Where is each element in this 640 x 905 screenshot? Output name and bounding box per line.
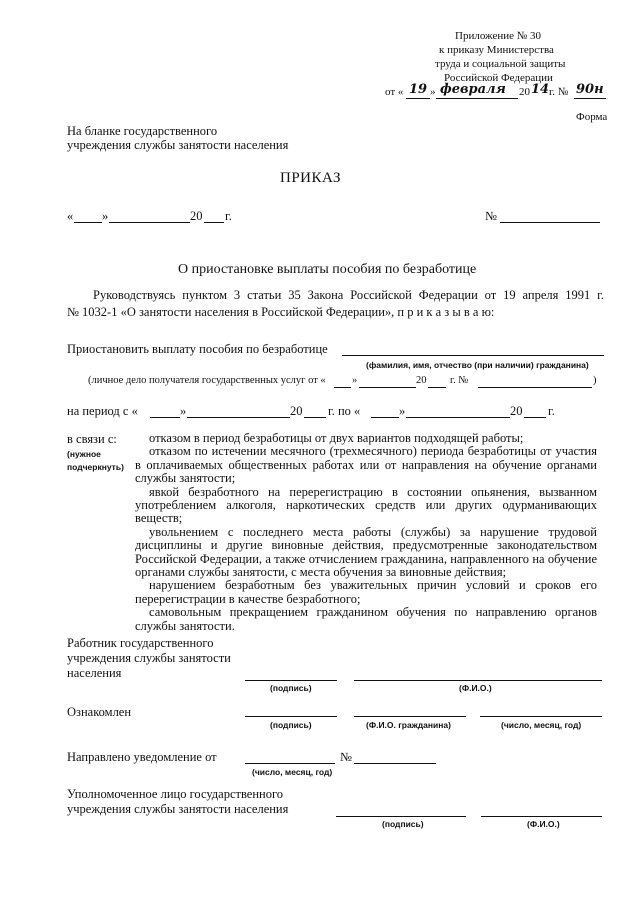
order-year-line[interactable] (204, 222, 224, 223)
appendix-date-quote: » (430, 86, 436, 98)
appendix-month-line (436, 98, 518, 99)
period-start-day-line[interactable] (150, 417, 180, 418)
personal-file-year-line[interactable] (428, 387, 446, 388)
period-year-2: 20 (510, 404, 523, 418)
personal-file-quote: » (352, 375, 358, 386)
period-suffix: г. (548, 404, 555, 418)
personal-file-month-line[interactable] (359, 387, 416, 388)
notice-label: Направлено уведомление от (67, 750, 217, 764)
reason-item[interactable]: самовольным прекращением гражданином обучения по направлению органов службы занятости. (135, 605, 597, 633)
period-year-1: 20 (290, 404, 303, 418)
order-year-prefix: 20 (190, 209, 203, 223)
authorized-sign-line[interactable] (336, 816, 466, 817)
personal-file-day-line[interactable] (334, 387, 351, 388)
appendix-number-label: г. № (549, 86, 569, 98)
reason-item[interactable]: отказом по истечении месячного (трехмесячного) периода безработицы от участия в оплачиваемых общественных работах или от направления на обучение органами службы занятости; (135, 444, 597, 486)
worker-line-3: населения (67, 666, 122, 680)
order-date-open-quote: « (67, 209, 74, 223)
authorized-line-2: учреждения службы занятости населения (67, 802, 289, 816)
reason-item[interactable]: отказом в период безработицы от двух вариантов подходящей работы; (149, 431, 524, 445)
period-end-year-line[interactable] (524, 417, 546, 418)
reasons-label: в связи с: (67, 432, 117, 446)
period-end-month-line[interactable] (406, 417, 510, 418)
preamble-line-2: № 1032-1 «О занятости населения в Российской Федерации», п р и к а з ы в а ю: (67, 305, 495, 319)
authorized-fio-line[interactable] (481, 816, 602, 817)
acquainted-date-line[interactable] (480, 716, 602, 717)
page-title: ПРИКАЗ (280, 170, 341, 186)
worker-sign-line[interactable] (245, 680, 337, 681)
reason-item[interactable]: нарушением безработным без уважительных причин условий и сроков его перерегистрации в качестве безработного; (135, 578, 597, 606)
order-month-line[interactable] (109, 222, 190, 223)
personal-file-prefix: (личное дело получателя государственных услуг от « (88, 375, 326, 386)
blank-line-1: На бланке государственного (67, 124, 218, 138)
appendix-line-1: Приложение № 30 (455, 30, 542, 42)
preamble (67, 288, 604, 320)
acquainted-fio-line[interactable] (354, 716, 466, 717)
personal-file-suffix: ) (593, 375, 597, 386)
appendix-date-prefix: от « (385, 86, 404, 98)
notice-number-line[interactable] (354, 763, 436, 764)
citizen-name-caption: (фамилия, имя, отчество (при наличии) гражданина) (366, 360, 589, 370)
authorized-sign-caption: (подпись) (382, 819, 424, 829)
reasons-note-2: подчеркнуть) (67, 462, 124, 472)
period-quote-2: » (399, 404, 406, 418)
order-number-line[interactable] (500, 222, 600, 223)
personal-file-number-label: г. № (450, 375, 469, 386)
reasons-list (135, 432, 597, 633)
acquainted-label: Ознакомлен (67, 705, 132, 719)
appendix-day-handwritten: 19 (409, 82, 428, 97)
appendix-line-3: труда и социальной защиты (435, 58, 566, 70)
period-start-month-line[interactable] (187, 417, 290, 418)
reason-item[interactable]: увольнением с последнего места работы (службы) за нарушение трудовой дисциплины и другие виновные действия, предусмотренные законодательством Российской Федерации, а также отчислением гражданина, направленного на обучение органами службы занятости, с места обучения за виновные действия; (135, 524, 597, 580)
acquainted-sign-line[interactable] (245, 716, 337, 717)
authorized-fio-caption: (Ф.И.О.) (527, 819, 560, 829)
period-mid: г. по « (328, 404, 361, 418)
blank-line-2: учреждения службы занятости населения (67, 138, 289, 152)
period-end-day-line[interactable] (371, 417, 399, 418)
period-prefix: на период с « (67, 404, 138, 418)
notice-number-label: № (340, 750, 352, 764)
order-day-line[interactable] (74, 222, 102, 223)
order-heading: О приостановке выплаты пособия по безработице (178, 262, 477, 277)
worker-line-1: Работник государственного (67, 636, 214, 650)
personal-file-year-prefix: 20 (416, 375, 427, 386)
appendix-month-handwritten: февраля (440, 82, 506, 97)
appendix-line-4: Российской Федерации (444, 72, 553, 84)
period-quote-1: » (180, 404, 187, 418)
worker-fio-caption: (Ф.И.О.) (459, 683, 492, 693)
citizen-name-line[interactable] (342, 355, 604, 356)
acquainted-date-caption: (число, месяц, год) (501, 720, 582, 730)
order-number-label: № (485, 209, 497, 223)
appendix-year-prefix: 20 (519, 86, 530, 98)
reasons-note-1: (нужное (67, 449, 101, 459)
appendix-year-handwritten: 14 (531, 82, 550, 97)
notice-date-caption: (число, месяц, год) (252, 767, 333, 777)
notice-date-line[interactable] (245, 763, 335, 764)
preamble-line-1: Руководствуясь пунктом 3 статьи 35 Закона Российской Федерации от 19 апреля 1991 г. (93, 288, 604, 302)
suspend-label: Приостановить выплату пособия по безработице (67, 342, 328, 356)
appendix-line-2: к приказу Министерства (439, 44, 554, 56)
worker-line-2: учреждения службы занятости (67, 651, 231, 665)
worker-sign-caption: (подпись) (270, 683, 312, 693)
personal-file-number-line[interactable] (478, 387, 592, 388)
appendix-day-line (406, 98, 430, 99)
appendix-number-handwritten: 90н (576, 82, 604, 97)
acquainted-fio-caption: (Ф.И.О. гражданина) (366, 720, 451, 730)
authorized-line-1: Уполномоченное лицо государственного (67, 787, 284, 801)
appendix-number-line (574, 98, 606, 99)
order-year-suffix: г. (225, 209, 232, 223)
period-start-year-line[interactable] (304, 417, 326, 418)
reason-item[interactable]: явкой безработного на перерегистрацию в состоянии опьянения, вызванном употреблением алкоголя, наркотических средств или других одурманивающих веществ; (135, 484, 597, 526)
form-label: Форма (576, 111, 608, 123)
order-date-close-quote: » (102, 209, 109, 223)
worker-fio-line[interactable] (354, 680, 602, 681)
acquainted-sign-caption: (подпись) (270, 720, 312, 730)
